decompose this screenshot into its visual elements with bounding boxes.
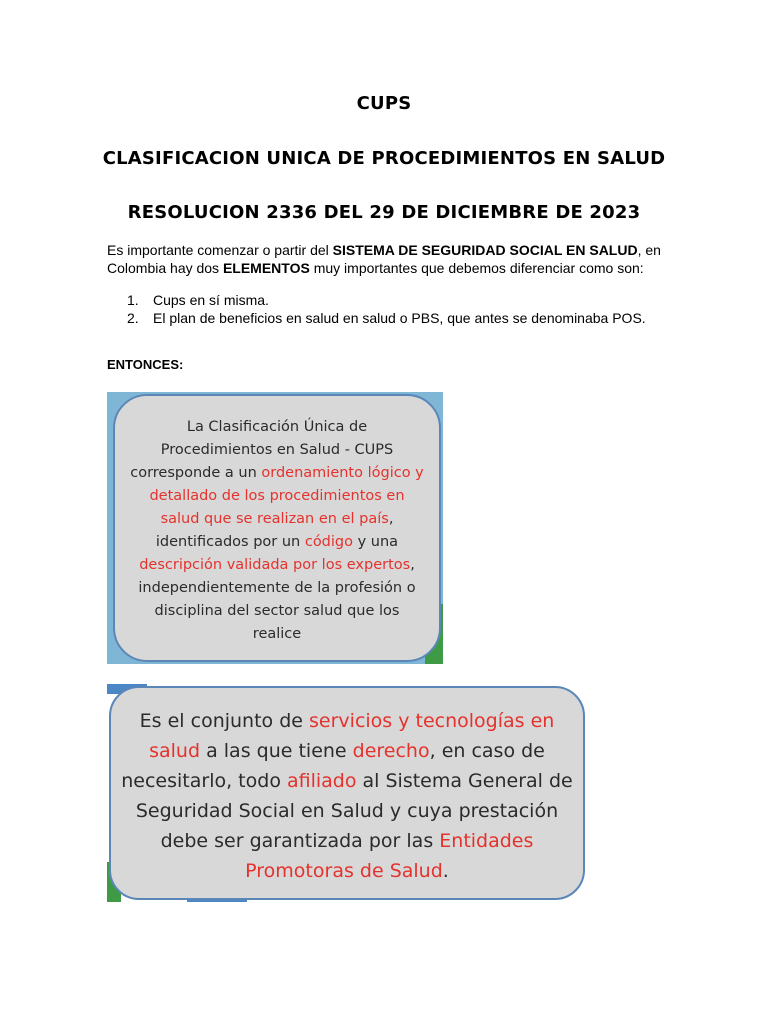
- list-item-number: 1.: [127, 292, 139, 308]
- card2-text: , en caso de necesitarlo, todo: [121, 740, 545, 792]
- document-subtitle: CLASIFICACION UNICA DE PROCEDIMIENTOS EN SALUD: [102, 148, 666, 169]
- card1-text: La Clasificación Única de Procedimientos en Salud - CUPS corresponde a un: [130, 419, 394, 481]
- document-title: CUPS: [356, 93, 412, 114]
- list-item-text: El plan de beneficios en salud en salud o PBS, que antes se denominaba POS.: [153, 310, 646, 326]
- card1-highlight: descripción validada por los expertos: [139, 557, 411, 573]
- card2-highlight: Entidades Promotoras de Salud: [245, 830, 534, 882]
- card1-text: , identificados por un: [155, 511, 394, 550]
- intro-bold-2: ELEMENTOS: [222, 260, 310, 276]
- card2-text: al Sistema General de Seguridad Social en Salud y cuya prestación debe ser garantizada por las: [135, 770, 573, 852]
- pbs-definition-card: [109, 686, 585, 900]
- elements-list: [107, 291, 707, 327]
- card2-text: a las que tiene: [200, 740, 353, 762]
- pbs-definition-image: [107, 684, 587, 902]
- list-item-number: 2.: [127, 310, 139, 326]
- intro-text-3: muy importantes que debemos diferenciar como son:: [309, 260, 644, 276]
- card2-highlight: derecho: [352, 740, 430, 762]
- list-item: [107, 291, 707, 309]
- list-item-text: Cups en sí misma.: [153, 292, 269, 308]
- card2-highlight: afiliado: [286, 770, 357, 792]
- card1-highlight: ordenamiento lógico y detallado de los procedimientos en salud que se realizan en el país: [149, 465, 424, 527]
- resolution-heading: RESOLUCION 2336 DEL 29 DE DICIEMBRE DE 2023: [127, 202, 641, 223]
- intro-bold-1: SISTEMA DE SEGURIDAD SOCIAL EN SALUD: [332, 242, 638, 258]
- cups-definition-card: [113, 394, 441, 662]
- card2-text: .: [442, 860, 449, 882]
- card2-highlight: servicios y tecnologías en salud: [149, 710, 555, 762]
- card1-highlight: código: [304, 534, 353, 550]
- list-item: [107, 309, 707, 327]
- card2-text: Es el conjunto de: [139, 710, 310, 732]
- cups-definition-image: [107, 392, 443, 664]
- card1-text: y una: [353, 534, 399, 550]
- intro-text-1: Es importante comenzar o partir del: [107, 242, 333, 258]
- entonces-label: ENTONCES:: [107, 357, 184, 372]
- intro-text-2: , en Colombia hay dos: [107, 242, 661, 276]
- intro-paragraph: [107, 241, 667, 277]
- card1-text: , independientemente de la profesión o disciplina del sector salud que los realice: [138, 557, 416, 642]
